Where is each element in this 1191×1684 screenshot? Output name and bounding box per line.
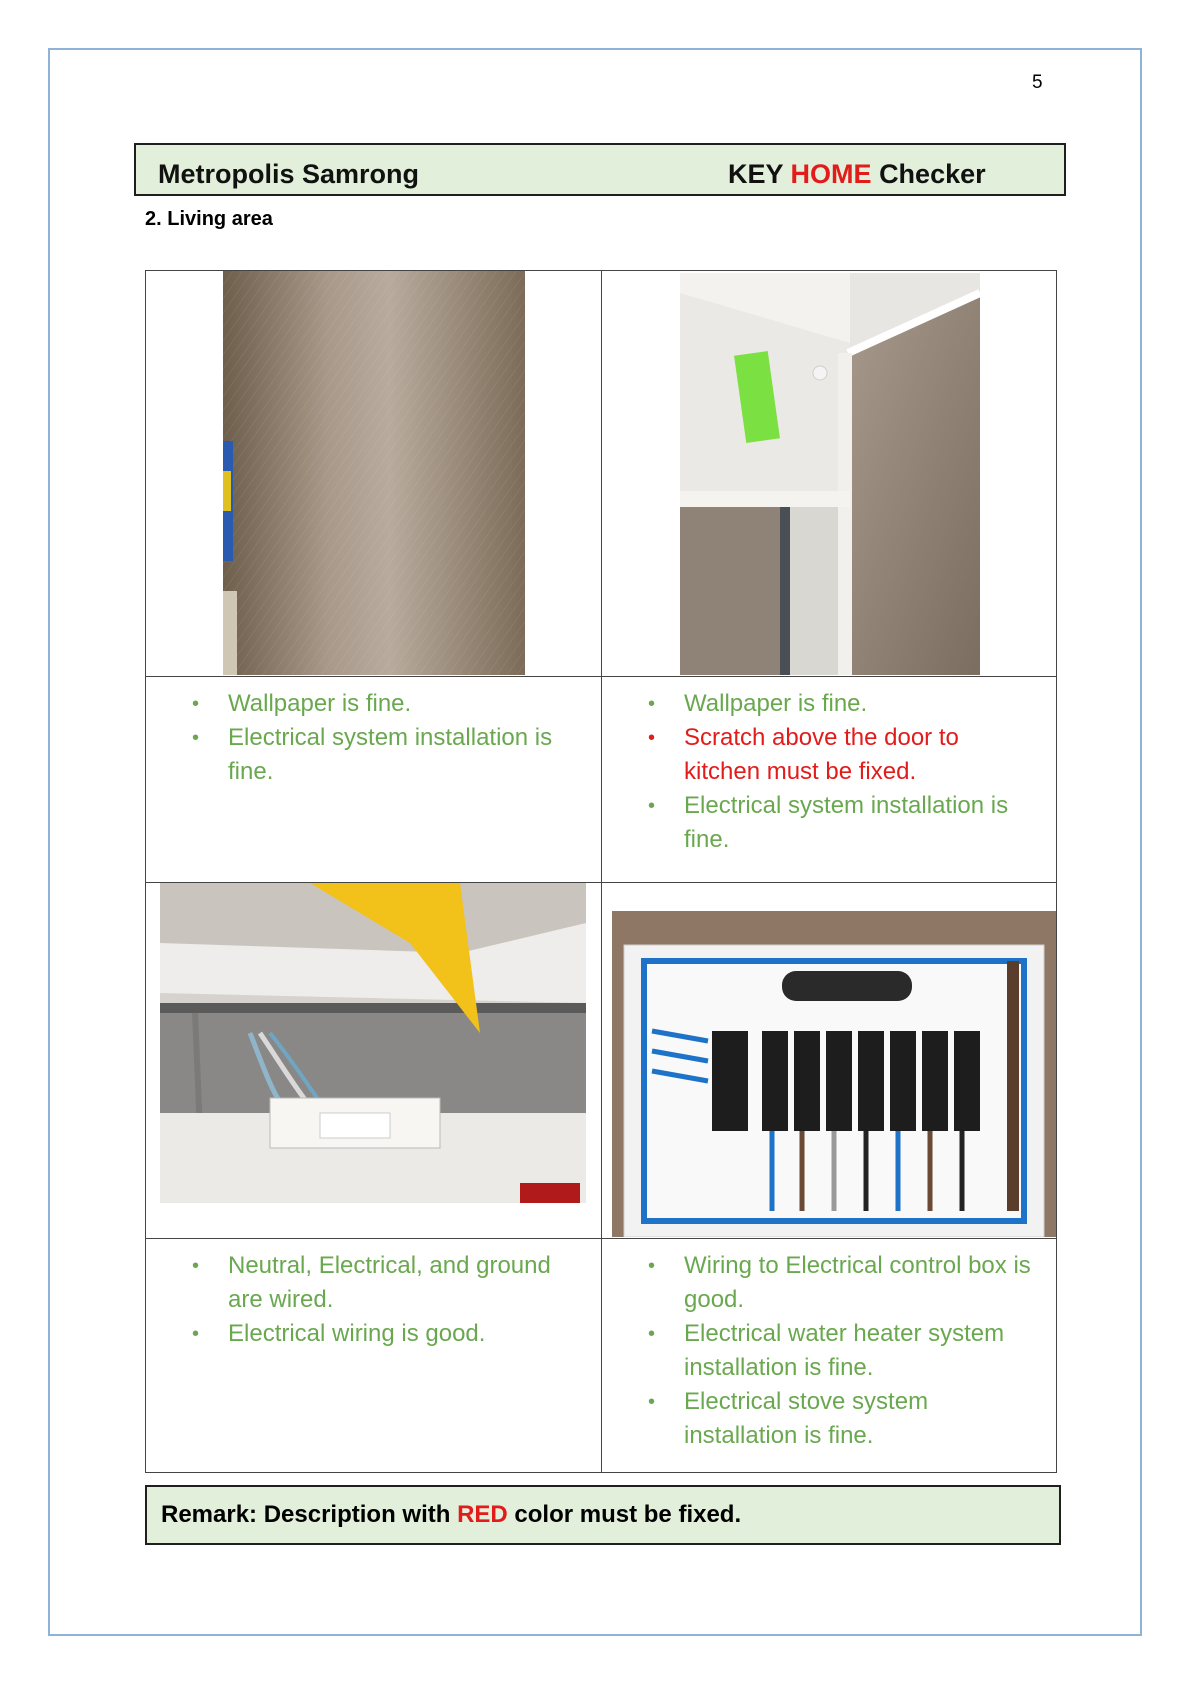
inspection-table xyxy=(145,270,1057,1473)
brand-part-home: HOME xyxy=(790,159,872,189)
note-item: • Wallpaper is fine. xyxy=(228,687,581,721)
note-item-must-fix: • Scratch above the door to kitchen must be fixed. xyxy=(684,721,1036,789)
desc-cell-door-corner xyxy=(602,677,1057,883)
section-label: Living area xyxy=(167,208,273,230)
brand-part-checker: Checker xyxy=(879,159,986,189)
note-item: • Wallpaper is fine. xyxy=(684,687,1036,721)
photo-cell-control-box xyxy=(602,883,1057,1239)
description-row xyxy=(146,1239,1057,1473)
description-row xyxy=(146,677,1057,883)
door-corner-photo xyxy=(680,273,980,675)
note-item: • Wiring to Electrical control box is good. xyxy=(684,1249,1036,1317)
notes-list xyxy=(146,1239,601,1351)
notes-list xyxy=(602,677,1056,857)
desc-cell-control-box xyxy=(602,1239,1057,1473)
photo-row xyxy=(146,271,1057,677)
notes-list xyxy=(146,677,601,789)
desc-cell-outlet-wiring xyxy=(146,1239,602,1473)
control-box-photo-image xyxy=(612,911,1056,1237)
notes-list xyxy=(602,1239,1056,1453)
note-item: • Neutral, Electrical, and ground are wired. xyxy=(228,1249,581,1317)
brand-part-key: KEY xyxy=(728,159,784,189)
section-number: 2 xyxy=(145,208,157,230)
brand-title xyxy=(728,159,986,190)
remark-box xyxy=(145,1485,1061,1545)
note-item: • Electrical water heater system installation is fine. xyxy=(684,1317,1036,1385)
remark-prefix: Remark: Description with xyxy=(161,1501,451,1528)
note-item: • Electrical wiring is good. xyxy=(228,1317,581,1351)
project-name: Metropolis Samrong xyxy=(158,159,420,189)
remark-suffix: color must be fixed. xyxy=(514,1501,742,1528)
outlet-wiring-photo-image xyxy=(160,883,586,1203)
section-separator: . xyxy=(156,208,162,230)
door-corner-photo-image xyxy=(680,273,980,675)
outlet-wiring-photo xyxy=(160,883,586,1203)
wallpaper-photo-image xyxy=(223,271,525,675)
section-title xyxy=(145,208,273,231)
desc-cell-wallpaper xyxy=(146,677,602,883)
remark-highlight: RED xyxy=(457,1501,508,1528)
page-number: 5 xyxy=(1032,72,1043,93)
note-item: • Electrical stove system installation is fine. xyxy=(684,1385,1036,1453)
photo-row xyxy=(146,883,1057,1239)
photo-cell-outlet-wiring xyxy=(146,883,602,1239)
photo-cell-door-corner xyxy=(602,271,1057,677)
wallpaper-photo xyxy=(223,271,525,675)
note-item: • Electrical system installation is fine. xyxy=(684,789,1036,857)
note-item: • Electrical system installation is fine. xyxy=(228,721,581,789)
control-box-photo xyxy=(612,911,1056,1237)
header-box xyxy=(134,143,1066,196)
photo-cell-wallpaper xyxy=(146,271,602,677)
